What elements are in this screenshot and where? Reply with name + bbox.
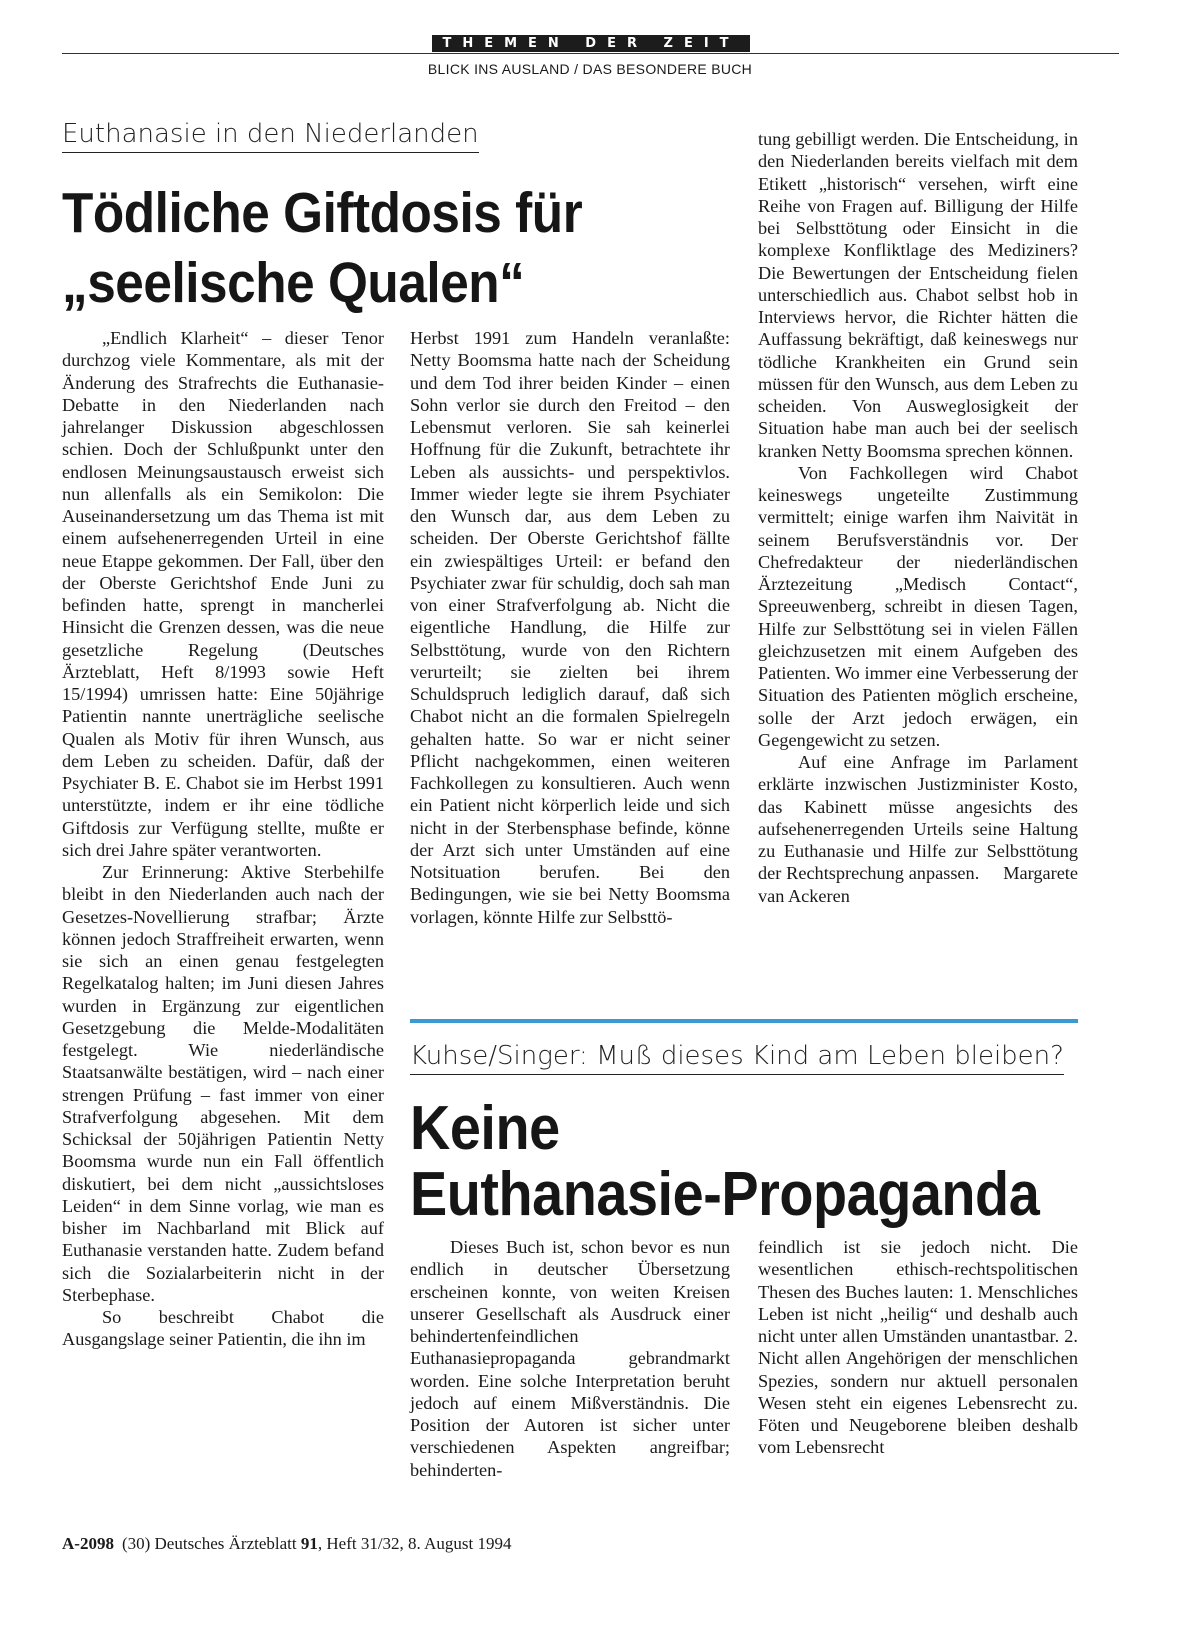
paragraph: Zur Erinnerung: Aktive Sterbehilfe bleibt in den Niederlanden auch nach der Gesetzes-Novellierung strafbar; Ärzte können jedoch Straffreiheit erwarten, wenn sie sich an einen genau festgelegten Regelkatalog halten; im Juni diesen Jahres wurden in Ergänzung zur eigentlichen Gesetzgebung die Melde-Modalitäten festgelegt. Wie niederländische Staatsanwälte bestätigen, wird – nach einer strengen Prüfung – fast immer von einer Strafverfolgung abgesehen. Mit dem Schicksal der 50jährigen Patientin Netty Boomsma wurde nun ein Fall öffentlich diskutiert, bei dem nicht „aussichtsloses Leiden“ in dem Sinne vorlag, wie man es bisher im Nachbarland mit Blick auf Euthanasie verstanden hatte. Zudem befand sich die Sozialarbeiterin nicht in der Sterbephase. <box>62 862 384 1305</box>
article1-column-2 <box>410 327 730 928</box>
section-title: THEMEN DER ZEIT <box>442 36 740 51</box>
author-name: Margarete van Ackeren <box>758 863 1078 906</box>
article1-headline-line1: Tödliche Giftdosis für <box>62 181 583 245</box>
article2-kicker: Kuhse/Singer: Muß dieses Kind am Leben bleiben? <box>410 1040 1064 1075</box>
paragraph-with-author <box>758 751 1078 907</box>
paragraph: Herbst 1991 zum Handeln veranlaßte: Netty Boomsma hatte nach der Scheidung und dem Tod ihrer beiden Kinder – einen Sohn verlor sie durch den Freitod – den Lebensmut verloren. Sie sah keinerlei Hoffnung für die Zukunft, betrachtete ihr Leben als aussichts- und perspektivlos. Immer wieder legte sie ihrem Psychiater den Wunsch dar, aus dem Leben zu scheiden. Der Oberste Gerichtshof fällte ein zwiespältiges Urteil: er befand den Psychiater zwar für schuldig, doch sah man von einer Strafverfolgung ab. Nicht die eigentliche Handlung, die Hilfe zur Selbsttötung, wurde von den Richtern verurteilt; sie zielten bei ihrem Schuldspruch lediglich darauf, daß sich Chabot nicht an die formalen Spielregeln gehalten hatte. So war er nicht seiner Pflicht nachgekommen, einen weiteren Fachkollegen zu konsultieren. Auch wenn ein Patient nicht körperlich leide und sich nicht in der Sterbensphase befinde, könne der Arzt sich unter Umständen auf eine Notsituation berufen. Bei den Bedingungen, wie sie bei Netty Boomsma vorlagen, könnte Hilfe zur Selbsttö- <box>410 328 730 927</box>
paragraph-text: Auf eine Anfrage im Parlament erklärte inzwischen Justizminister Kosto, das Kabinett müsse angesichts des aufsehenerregenden Urteils seine Haltung zu Euthanasie und Hilfe zur Selbsttötung der Rechtsprechung anpassen. <box>758 752 1078 884</box>
page-number: A-2098 <box>62 1534 114 1553</box>
article2-headline-line1: Keine <box>410 1094 560 1163</box>
volume-number: 91 <box>300 1534 318 1553</box>
header-rule <box>62 53 1119 54</box>
paragraph: Dieses Buch ist, schon bevor es nun endlich in deutscher Übersetzung erscheinen konnte, von weiten Kreisen unserer Gesellschaft als Ausdruck einer behindertenfeindlichen Euthanasiepropaganda gebrandmarkt worden. Eine solche Interpretation beruht jedoch auf einem Mißverständnis. Die Position der Autoren ist sicher unter verschiedenen Aspekten angreifbar; behinderten- <box>410 1237 730 1480</box>
article-divider <box>410 1019 1078 1023</box>
paragraph: So beschreibt Chabot die Ausgangslage seiner Patientin, die ihn im <box>62 1307 384 1350</box>
article1-column-1 <box>62 327 384 1351</box>
paragraph: „Endlich Klarheit“ – dieser Tenor durchzog viele Kommentare, als mit der Änderung des Strafrechts die Euthanasie-Debatte in den Niederlanden nach jahrelanger Diskussion abgeschlossen schien. Doch der Schlußpunkt unter den endlosen Meinungsaustausch erweist sich nun allenfalls als ein Semikolon: Die Auseinandersetzung um das Thema ist mit einem aufsehenerregenden Urteil in eine neue Etappe gekommen. Der Fall, über den der Oberste Gerichtshof Ende Juni zu befinden hatte, sprengt in mancherlei Hinsicht die Grenzen dessen, was die neue gesetzliche Regelung (Deutsches Ärzteblatt, Heft 8/1993 sowie Heft 15/1994) umrissen hatte: Eine 50jährige Patientin nannte unerträgliche seelische Qualen als Motiv für ihren Wunsch, aus dem Leben zu scheiden. Dafür, daß der Psychiater B. E. Chabot sie im Herbst 1991 unterstützte, indem er ihr eine tödliche Giftdosis zur Verfügung stellte, mußte er sich drei Jahre später verantworten. <box>62 328 384 860</box>
page-footer <box>62 1534 511 1554</box>
citation-suffix: , Heft 31/32, 8. August 1994 <box>317 1534 512 1553</box>
paragraph: feindlich ist sie jedoch nicht. Die wesentlichen ethisch-rechtspolitischen Thesen des Buches lauten: 1. Menschliches Leben ist nicht „heilig“ und deshalb auch nicht unter allen Umständen unantastbar. 2. Nicht allen Angehörigen der menschlichen Spezies, sondern nur aktuell personalen Wesen steht ein eigenes Lebensrecht zu. Föten und Neugeborene bleiben deshalb vom Lebensrecht <box>758 1237 1078 1458</box>
subsection-title: BLICK INS AUSLAND / DAS BESONDERE BUCH <box>427 61 753 77</box>
article2-column-2 <box>758 1236 1078 1459</box>
article2-headline <box>410 1096 1039 1228</box>
article1-column-3 <box>758 128 1078 907</box>
article1-headline-line2: „seelische Qualen“ <box>62 251 525 315</box>
paragraph: tung gebilligt werden. Die Entscheidung, in den Niederlanden bereits vielfach mit dem Etikett „historisch“ versehen, wirft eine Reihe von Fragen auf. Billigung der Hilfe bei Selbsttötung oder Einsicht in die komplexe Konfliktlage des Mediziners? Die Bewertungen der Entscheidung fielen unterschiedlich aus. Chabot selbst hob in Interviews hervor, die Richter hätten die Auffassung bekräftigt, daß keineswegs nur tödliche Krankheiten ein Grund sein müssen für den Wunsch, aus dem Leben zu scheiden. Von Ausweglosigkeit der Situation habe man auch bei der seelisch kranken Netty Boomsma sprechen können. <box>758 129 1078 461</box>
paragraph: Von Fachkollegen wird Chabot keineswegs ungeteilte Zustimmung vermittelt; einige warfen ihm Naivität in seinem Berufsverständnis vor. Der Chefredakteur der niederländischen Ärztezeitung „Medisch Contact“, Spreeuwenberg, schreibt in diesen Tagen, Hilfe zur Selbsttötung sei in vielen Fällen gleichzusetzen mit einem Aufgeben des Patienten. Wo immer eine Verbesserung der Situation des Patienten möglich erscheine, solle der Arzt jedoch erwägen, ein Gegengewicht zu setzen. <box>758 462 1078 750</box>
article1-kicker: Euthanasie in den Niederlanden <box>62 118 479 153</box>
article2-headline-line2: Euthanasie-Propaganda <box>410 1160 1040 1229</box>
citation-prefix: (30) Deutsches Ärzteblatt <box>121 1534 301 1553</box>
section-bar <box>432 35 750 52</box>
article2-column-1 <box>410 1236 730 1481</box>
article1-headline <box>62 178 582 318</box>
